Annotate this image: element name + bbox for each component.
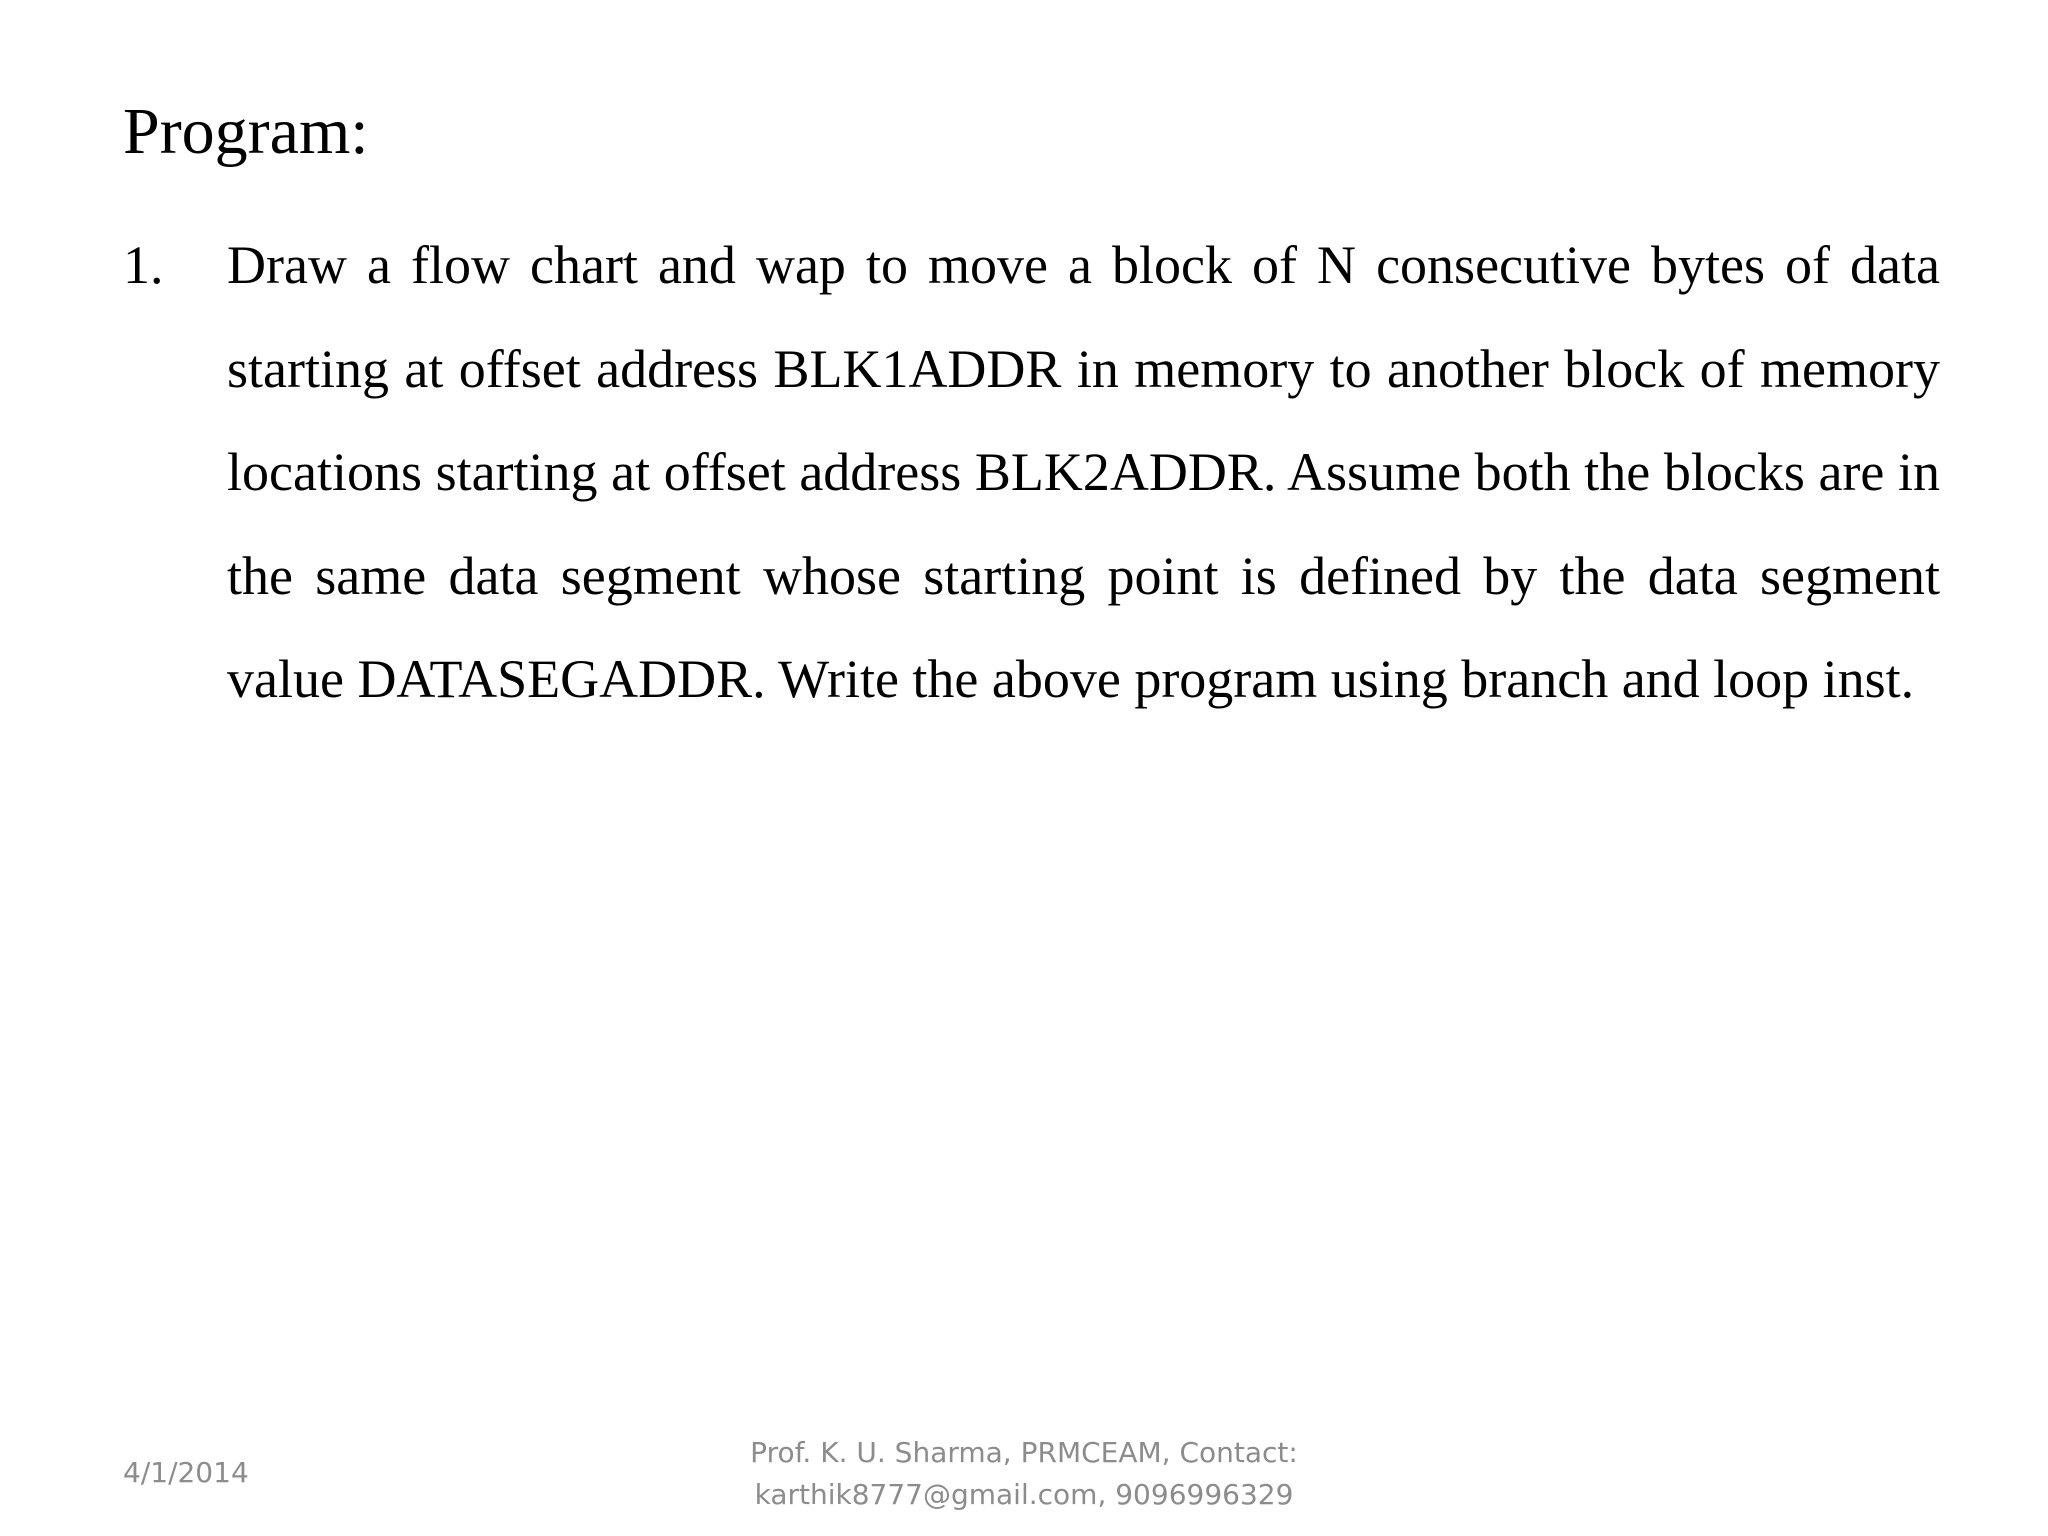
numbered-list xyxy=(123,214,1940,732)
footer-date: 4/1/2014 xyxy=(123,1456,249,1489)
list-item-text: Draw a flow chart and wap to move a block of N consecutive bytes of data starting at offset address BLK1ADDR in memory to another block of memory locations starting at offset address BLK2ADDR. Assume both the blocks are in the same data segment whose starting point is defined by the data segment value DATASEGADDR. Write the above program using branch and loop inst. xyxy=(227,235,1940,710)
footer-credit xyxy=(624,1432,1424,1516)
footer-credit-line2: karthik8777@gmail.com, 9096996329 xyxy=(754,1478,1294,1511)
list-item xyxy=(123,214,1940,732)
footer-credit-line1: Prof. K. U. Sharma, PRMCEAM, Contact: xyxy=(750,1436,1298,1469)
slide-title: Program: xyxy=(123,95,369,168)
list-item-number: 1. xyxy=(123,235,164,295)
